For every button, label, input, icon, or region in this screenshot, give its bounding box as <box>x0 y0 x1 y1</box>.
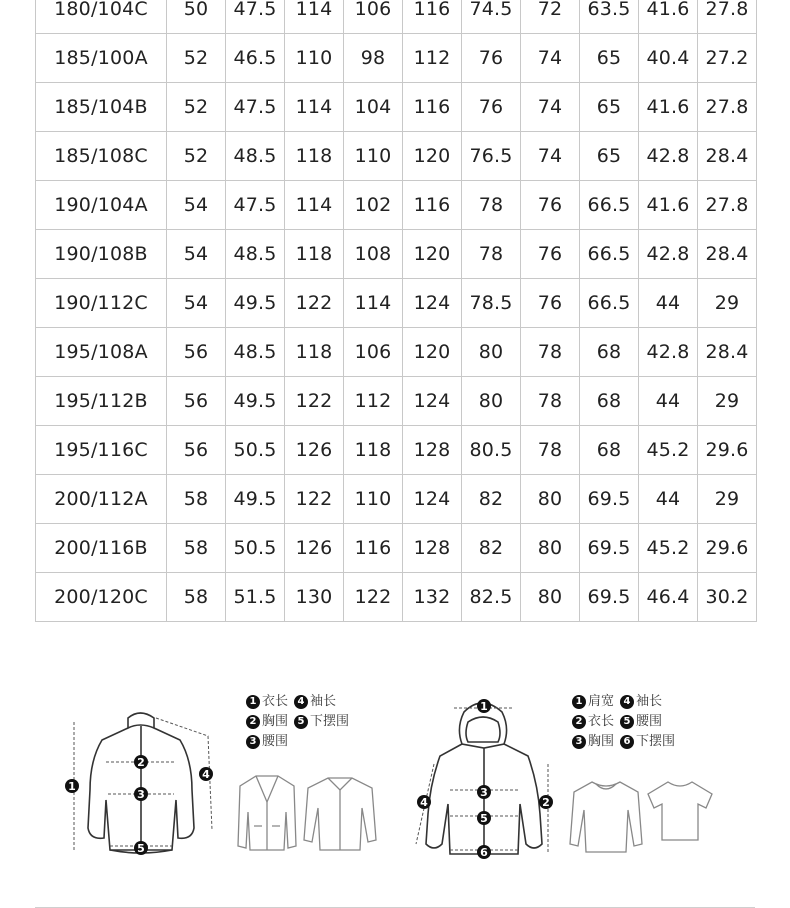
measurement-cell: 110 <box>285 34 344 83</box>
measurement-cell: 58 <box>167 524 226 573</box>
measurement-cell: 69.5 <box>580 475 639 524</box>
measurement-cell: 76 <box>521 230 580 279</box>
size-table <box>35 0 757 622</box>
measurement-cell: 27.8 <box>698 181 757 230</box>
size-code-cell: 185/104B <box>36 83 167 132</box>
legend-item <box>620 692 662 712</box>
measurement-cell: 122 <box>344 573 403 622</box>
legend-item <box>572 712 614 732</box>
table-row <box>36 524 757 573</box>
measurement-cell: 28.4 <box>698 132 757 181</box>
measurement-cell: 104 <box>344 83 403 132</box>
measurement-cell: 56 <box>167 377 226 426</box>
table-row <box>36 132 757 181</box>
measurement-cell: 50.5 <box>226 524 285 573</box>
legend-item <box>294 692 336 712</box>
shirt-sketch <box>300 774 380 854</box>
measurement-cell: 68 <box>580 328 639 377</box>
sweater-sketch <box>566 778 646 856</box>
measurement-cell: 65 <box>580 83 639 132</box>
measurement-cell: 74 <box>521 83 580 132</box>
legend-item <box>246 712 288 732</box>
legend-label: 衣长 <box>262 694 289 709</box>
measurement-cell: 74 <box>521 34 580 83</box>
size-code-cell: 190/104A <box>36 181 167 230</box>
legend-row <box>572 732 681 752</box>
diagram-marker <box>477 699 491 713</box>
measurement-cell: 44 <box>639 377 698 426</box>
measurement-cell: 54 <box>167 230 226 279</box>
measurement-cell: 45.2 <box>639 524 698 573</box>
table-row <box>36 475 757 524</box>
marker-number: 4 <box>202 768 210 781</box>
measurement-cell: 116 <box>403 83 462 132</box>
size-code-cell: 195/116C <box>36 426 167 475</box>
measurement-cell: 56 <box>167 426 226 475</box>
table-row <box>36 181 757 230</box>
diagram-marker <box>477 785 491 799</box>
diagram-marker <box>134 755 148 769</box>
table-row <box>36 279 757 328</box>
measurement-cell: 41.6 <box>639 0 698 34</box>
marker-number: 5 <box>480 812 488 825</box>
measurement-cell: 112 <box>344 377 403 426</box>
measurement-cell: 42.8 <box>639 328 698 377</box>
measurement-cell: 27.8 <box>698 83 757 132</box>
measurement-cell: 63.5 <box>580 0 639 34</box>
measurement-cell: 50.5 <box>226 426 285 475</box>
legend-label: 肩宽 <box>588 694 615 709</box>
measurement-cell: 128 <box>403 426 462 475</box>
legend-label: 腰围 <box>636 714 663 729</box>
blazer-sketch <box>236 772 298 852</box>
measurement-cell: 118 <box>285 230 344 279</box>
size-code-cell: 200/116B <box>36 524 167 573</box>
measurement-cell: 108 <box>344 230 403 279</box>
measurement-cell: 124 <box>403 475 462 524</box>
measurement-cell: 118 <box>285 328 344 377</box>
measurement-cell: 69.5 <box>580 524 639 573</box>
measurement-cell: 82 <box>462 475 521 524</box>
measurement-cell: 78.5 <box>462 279 521 328</box>
measurement-cell: 78 <box>521 426 580 475</box>
marker-number: 5 <box>137 842 145 855</box>
legend-label: 下摆围 <box>636 734 676 749</box>
diagram-marker <box>134 787 148 801</box>
measurement-cell: 76 <box>462 83 521 132</box>
marker-number: 2 <box>542 796 550 809</box>
measurement-cell: 132 <box>403 573 462 622</box>
measurement-cell: 122 <box>285 475 344 524</box>
legend-label: 衣长 <box>588 714 615 729</box>
number-badge: 4 <box>620 695 634 709</box>
measurement-cell: 114 <box>285 0 344 34</box>
measurement-cell: 51.5 <box>226 573 285 622</box>
measurement-cell: 116 <box>403 0 462 34</box>
measurement-cell: 48.5 <box>226 230 285 279</box>
legend-label: 袖长 <box>636 694 663 709</box>
measurement-cell: 98 <box>344 34 403 83</box>
measurement-cell: 29 <box>698 377 757 426</box>
size-code-cell: 195/108A <box>36 328 167 377</box>
measurement-cell: 82.5 <box>462 573 521 622</box>
measurement-cell: 114 <box>344 279 403 328</box>
measurement-cell: 65 <box>580 132 639 181</box>
measurement-cell: 65 <box>580 34 639 83</box>
measurement-cell: 46.4 <box>639 573 698 622</box>
table-row <box>36 377 757 426</box>
diagram-marker <box>134 841 148 855</box>
measurement-cell: 78 <box>521 377 580 426</box>
hoodie-measurement-diagram <box>406 694 566 864</box>
measurement-cell: 47.5 <box>226 181 285 230</box>
measurement-cell: 76 <box>521 181 580 230</box>
number-badge: 1 <box>572 695 586 709</box>
measurement-cell: 45.2 <box>639 426 698 475</box>
diagram-marker <box>65 779 79 793</box>
measurement-cell: 28.4 <box>698 230 757 279</box>
measurement-cell: 48.5 <box>226 132 285 181</box>
measurement-cell: 48.5 <box>226 328 285 377</box>
measurement-cell: 126 <box>285 426 344 475</box>
legend-label: 下摆围 <box>310 714 350 729</box>
measurement-cell: 114 <box>285 83 344 132</box>
measurement-cell: 112 <box>403 34 462 83</box>
number-badge: 3 <box>246 735 260 749</box>
measurement-cell: 42.8 <box>639 230 698 279</box>
measurement-cell: 69.5 <box>580 573 639 622</box>
measurement-cell: 80.5 <box>462 426 521 475</box>
legend-label: 胸围 <box>588 734 615 749</box>
measurement-cell: 49.5 <box>226 475 285 524</box>
measurement-cell: 44 <box>639 475 698 524</box>
measurement-cell: 114 <box>285 181 344 230</box>
size-code-cell: 185/108C <box>36 132 167 181</box>
measurement-cell: 41.6 <box>639 181 698 230</box>
measurement-cell: 106 <box>344 0 403 34</box>
measurement-cell: 78 <box>462 181 521 230</box>
measurement-cell: 50 <box>167 0 226 34</box>
legend-item <box>572 732 614 752</box>
size-code-cell: 195/112B <box>36 377 167 426</box>
diagram-marker <box>539 795 553 809</box>
measurement-cell: 52 <box>167 132 226 181</box>
measurement-cell: 80 <box>521 475 580 524</box>
legend-row <box>572 712 681 732</box>
legend-row <box>246 712 355 732</box>
size-code-cell: 200/112A <box>36 475 167 524</box>
measurement-cell: 128 <box>403 524 462 573</box>
jacket-legend <box>246 692 355 752</box>
measurement-cell: 29.6 <box>698 524 757 573</box>
diagram-marker <box>477 845 491 859</box>
marker-number: 1 <box>480 700 488 713</box>
measurement-cell: 74.5 <box>462 0 521 34</box>
measurement-cell: 78 <box>521 328 580 377</box>
measurement-cell: 74 <box>521 132 580 181</box>
measurement-cell: 54 <box>167 279 226 328</box>
measurement-cell: 116 <box>403 181 462 230</box>
number-badge: 4 <box>294 695 308 709</box>
measurement-cell: 56 <box>167 328 226 377</box>
legend-item <box>294 712 349 732</box>
measurement-cell: 126 <box>285 524 344 573</box>
marker-number: 1 <box>68 780 76 793</box>
measurement-cell: 122 <box>285 279 344 328</box>
marker-number: 2 <box>137 756 145 769</box>
measurement-cell: 47.5 <box>226 83 285 132</box>
size-code-cell: 190/112C <box>36 279 167 328</box>
measurement-cell: 118 <box>285 132 344 181</box>
measurement-cell: 58 <box>167 573 226 622</box>
legend-row <box>246 692 355 712</box>
measurement-cell: 49.5 <box>226 377 285 426</box>
measurement-cell: 40.4 <box>639 34 698 83</box>
measurement-cell: 27.8 <box>698 0 757 34</box>
legend-item <box>572 692 614 712</box>
measurement-cell: 54 <box>167 181 226 230</box>
measurement-cell: 120 <box>403 132 462 181</box>
measurement-cell: 80 <box>521 573 580 622</box>
measurement-cell: 116 <box>344 524 403 573</box>
legend-label: 胸围 <box>262 714 289 729</box>
diagram-marker <box>199 767 213 781</box>
table-row <box>36 573 757 622</box>
number-badge: 6 <box>620 735 634 749</box>
marker-number: 6 <box>480 846 488 859</box>
number-badge: 2 <box>246 715 260 729</box>
marker-number: 3 <box>137 788 145 801</box>
measurement-cell: 27.2 <box>698 34 757 83</box>
measurement-cell: 72 <box>521 0 580 34</box>
measurement-cell: 110 <box>344 132 403 181</box>
measurement-cell: 49.5 <box>226 279 285 328</box>
measurement-cell: 80 <box>462 328 521 377</box>
measurement-cell: 120 <box>403 328 462 377</box>
measurement-cell: 76 <box>521 279 580 328</box>
number-badge: 3 <box>572 735 586 749</box>
measurement-cell: 80 <box>521 524 580 573</box>
legend-item <box>620 732 675 752</box>
legend-row <box>246 732 355 752</box>
size-code-cell: 180/104C <box>36 0 167 34</box>
marker-number: 3 <box>480 786 488 799</box>
measurement-cell: 52 <box>167 34 226 83</box>
measurement-cell: 28.4 <box>698 328 757 377</box>
legend-item <box>246 692 288 712</box>
table-row <box>36 83 757 132</box>
measurement-cell: 106 <box>344 328 403 377</box>
size-code-cell: 190/108B <box>36 230 167 279</box>
measurement-cell: 52 <box>167 83 226 132</box>
measurement-cell: 78 <box>462 230 521 279</box>
table-row <box>36 34 757 83</box>
table-row <box>36 328 757 377</box>
jacket-measurement-diagram <box>60 700 230 860</box>
measurement-cell: 80 <box>462 377 521 426</box>
number-badge: 2 <box>572 715 586 729</box>
legend-label: 腰围 <box>262 734 289 749</box>
measurement-cell: 46.5 <box>226 34 285 83</box>
measurement-cell: 76 <box>462 34 521 83</box>
table-row <box>36 230 757 279</box>
measurement-cell: 30.2 <box>698 573 757 622</box>
measurement-cell: 58 <box>167 475 226 524</box>
measurement-cell: 82 <box>462 524 521 573</box>
measurement-cell: 66.5 <box>580 181 639 230</box>
number-badge: 5 <box>294 715 308 729</box>
measurement-cell: 66.5 <box>580 230 639 279</box>
measurement-cell: 68 <box>580 377 639 426</box>
measurement-cell: 124 <box>403 279 462 328</box>
tshirt-sketch <box>644 778 716 844</box>
measurement-cell: 120 <box>403 230 462 279</box>
measurement-cell: 29.6 <box>698 426 757 475</box>
measurement-cell: 42.8 <box>639 132 698 181</box>
marker-number: 4 <box>420 796 428 809</box>
legend-item <box>246 732 288 752</box>
measurement-cell: 66.5 <box>580 279 639 328</box>
measurement-cell: 68 <box>580 426 639 475</box>
size-code-cell: 185/100A <box>36 34 167 83</box>
table-row <box>36 0 757 34</box>
measurement-cell: 124 <box>403 377 462 426</box>
legend-item <box>620 712 662 732</box>
measurement-cell: 41.6 <box>639 83 698 132</box>
measurement-cell: 102 <box>344 181 403 230</box>
measurement-cell: 76.5 <box>462 132 521 181</box>
number-badge: 5 <box>620 715 634 729</box>
diagram-marker <box>477 811 491 825</box>
measurement-cell: 44 <box>639 279 698 328</box>
measurement-cell: 118 <box>344 426 403 475</box>
size-code-cell: 200/120C <box>36 573 167 622</box>
measurement-cell: 122 <box>285 377 344 426</box>
measurement-cell: 130 <box>285 573 344 622</box>
number-badge: 1 <box>246 695 260 709</box>
measurement-cell: 110 <box>344 475 403 524</box>
measurement-cell: 29 <box>698 279 757 328</box>
table-row <box>36 426 757 475</box>
measurement-cell: 29 <box>698 475 757 524</box>
legend-label: 袖长 <box>310 694 337 709</box>
measurement-cell: 47.5 <box>226 0 285 34</box>
diagram-marker <box>417 795 431 809</box>
hoodie-legend <box>572 692 681 752</box>
legend-row <box>572 692 681 712</box>
